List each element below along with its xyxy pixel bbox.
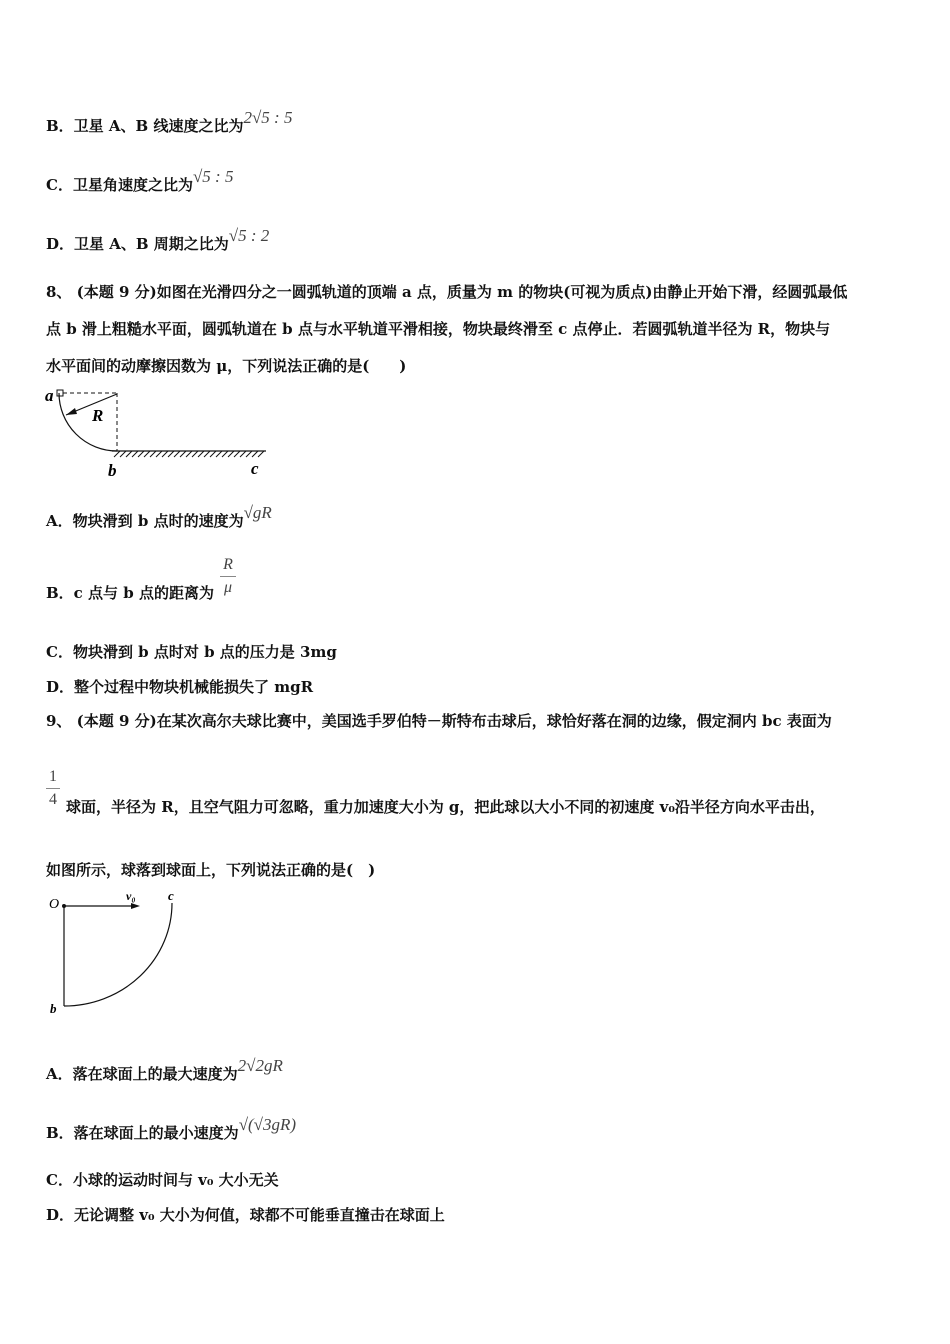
q8-radius-arrowhead xyxy=(66,408,77,415)
q9-option-b xyxy=(46,1115,297,1143)
q8-label-b: b xyxy=(108,461,117,480)
q9-option-a xyxy=(46,1056,283,1084)
q8-figure xyxy=(44,385,274,480)
q9-velocity-arrowhead xyxy=(131,903,140,909)
q9-fraction-denominator: 4 xyxy=(49,791,57,808)
q9-fraction-bar xyxy=(46,788,60,789)
q8-option-b-fraction xyxy=(220,556,236,597)
q8-label-a: a xyxy=(45,386,54,405)
q9-option-d: D．无论调整 v₀ 大小为何值，球都不可能垂直撞击在球面上 xyxy=(46,1206,445,1224)
q8-option-d: D．整个过程中物块机械能损失了 mgR xyxy=(46,678,314,696)
q8-stem-line2: 点 b 滑上粗糙水平面，圆弧轨道在 b 点与水平轨道平滑相接，物块最终滑至 c 点停止．若圆弧轨道半径为 R，物块与 xyxy=(46,320,831,338)
q8-option-b-numerator: R xyxy=(223,556,233,573)
q8-arc-track xyxy=(59,393,117,451)
q7-option-c xyxy=(46,167,234,195)
q9-quarter-fraction xyxy=(46,768,60,809)
q9-option-b-math: √(√3gR) xyxy=(238,1115,297,1134)
q8-option-b-fraction-bar xyxy=(220,576,236,577)
q7-option-b xyxy=(46,108,293,136)
q8-ground-hatch xyxy=(114,451,264,457)
q9-label-c: c xyxy=(168,888,174,903)
q7-option-b-math: 2√5 : 5 xyxy=(243,108,293,127)
q7-option-d xyxy=(46,226,270,254)
q9-label-v0: v₀ xyxy=(126,889,136,903)
q7-option-b-text: B．卫星 A、B 线速度之比为 xyxy=(46,117,244,135)
q8-option-b-denominator: μ xyxy=(223,579,233,596)
q9-stem-line1: 9、 (本题 9 分)在某次高尔夫球比赛中，美国选手罗伯特－斯特布击球后，球恰好落在洞的边缘，假定洞内 bc 表面为 xyxy=(46,712,832,730)
q8-option-b xyxy=(46,582,214,603)
q9-stem-line3: 如图所示，球落到球面上，下列说法正确的是( ) xyxy=(46,861,376,879)
q8-option-c: C．物块滑到 b 点时对 b 点的压力是 3mg xyxy=(46,643,337,661)
q9-fraction-numerator: 1 xyxy=(49,768,57,785)
q8-label-c: c xyxy=(251,459,259,478)
q9-option-b-text: B．落在球面上的最小速度为 xyxy=(46,1124,239,1142)
q7-option-d-math: √5 : 2 xyxy=(228,226,270,245)
q9-option-a-math: 2√2gR xyxy=(237,1056,283,1075)
q8-stem-line1: 8、 (本题 9 分)如图在光滑四分之一圆弧轨道的顶端 a 点，质量为 m 的物块(可视为质点)由静止开始下滑，经圆弧最低 xyxy=(46,283,848,301)
q9-label-O: O xyxy=(49,897,60,912)
q8-label-R: R xyxy=(92,406,104,425)
q8-point-a-marker xyxy=(57,390,63,396)
q8-option-b-text: B．c 点与 b 点的距离为 xyxy=(46,584,214,602)
q8-option-a-math: √gR xyxy=(243,503,272,522)
q9-label-b: b xyxy=(50,1001,57,1016)
q7-option-c-math: √5 : 5 xyxy=(192,167,234,186)
q9-option-a-text: A．落在球面上的最大速度为 xyxy=(46,1065,238,1083)
q9-stem-line2: 球面，半径为 R，且空气阻力可忽略，重力加速度大小为 g，把此球以大小不同的初速度 v₀沿半径方向水平击出， xyxy=(66,798,825,816)
q8-option-a xyxy=(46,503,272,531)
q8-stem-line3: 水平面间的动摩擦因数为 μ，下列说法正确的是( ) xyxy=(46,357,407,375)
q9-quarter-sphere-arc xyxy=(64,903,172,1006)
q9-option-c: C．小球的运动时间与 v₀ 大小无关 xyxy=(46,1171,279,1189)
q7-option-d-text: D．卫星 A、B 周期之比为 xyxy=(46,235,229,253)
q7-option-c-text: C．卫星角速度之比为 xyxy=(46,176,193,194)
q8-option-a-text: A．物块滑到 b 点时的速度为 xyxy=(46,512,244,530)
q9-figure xyxy=(44,885,194,1020)
